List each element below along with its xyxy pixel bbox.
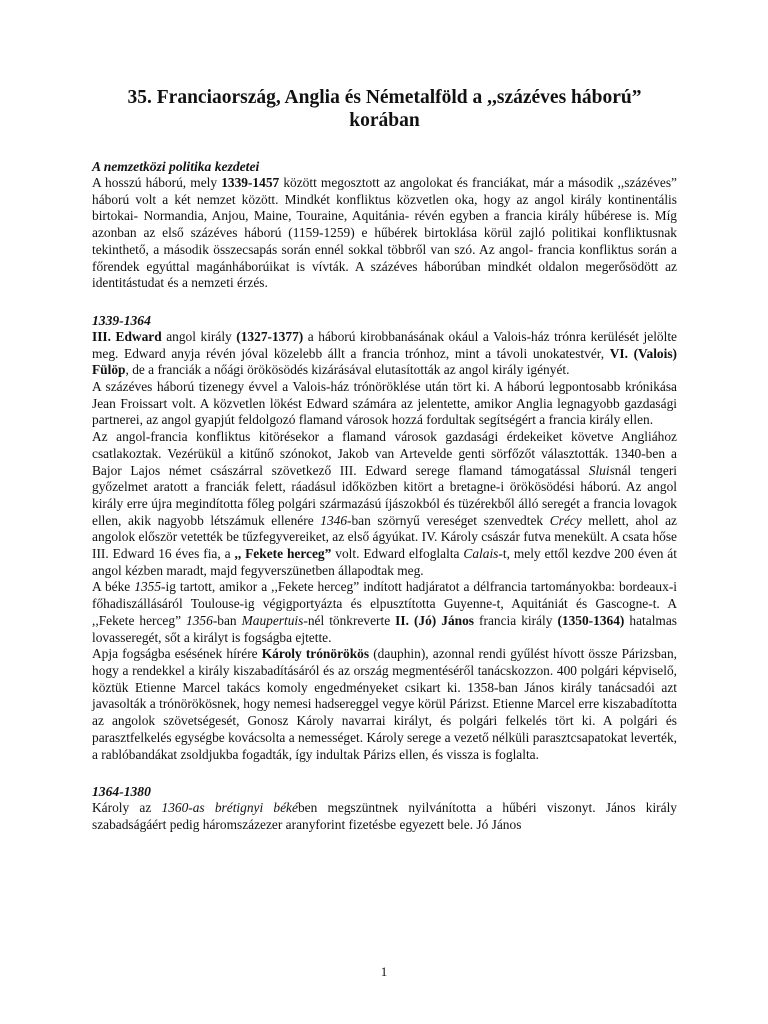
- text-run: A hosszú háború, mely: [92, 175, 222, 190]
- italic-text: 1355: [134, 579, 162, 595]
- bold-text: (1350-1364): [557, 612, 625, 628]
- text-run: ben megszüntnek nyilvánította a hűbéri viszonyt. János király szabadságáért pedig háromszázezer aranyforint fizetésbe egyezett bele. Jó János: [92, 800, 677, 832]
- italic-text: Maupertuis: [241, 612, 304, 628]
- italic-text: Crécy: [549, 512, 582, 528]
- text-run: mellett, ahol az angolok először vetették be tűzfegyvereiket, az első ágyúkat. IV. Károly császár futva menekült. A csata hőse III. Edward 16 éves fia, a: [92, 512, 677, 562]
- section-heading: A nemzetközi politika kezdetei: [92, 159, 260, 174]
- bold-text: (1327-1377): [236, 328, 304, 344]
- text-run: (dauphin), azonnal rendi gyűlést hívott össze Párizsban, hogy a rendekkel a király kiszabadításáról és az ország megmentéséről tanácskozzon. 400 polgári képviselő, köztük Etienne Marcel takács komoly engedményeket csikart ki. 1358-ban János király tanácsadói azt javasolták a trónörökösnek, hogy nemesi hadsereggel vegye körül Párizst. Etienne Marcel erre kiszabadította az angolok szövetségesét, Gonosz Károly navarrai királyt, és polgári felkelés tört ki. A polgári és parasztfelkelés egységbe kovácsolta a nemességet. Károly serege a vezető nélküli parasztcsapatokat leverték, a rablóbandákat zsoldjukba fogadták, így indultak Párizs ellen, és vissza is foglalta.: [92, 646, 677, 762]
- section-3: [92, 783, 677, 833]
- bold-text: II. (Jó) János: [395, 612, 475, 628]
- text-run: -ig tartott, amikor a ,,Fekete herceg” indított hadjáratot a délfrancia tartományokba: bordeaux-i főhadiszállásáról Toulouse-ig végigportyázta és elpusztította Guyenne-t, Aquitániát és Gascogne-t. A ,,Fekete herceg”: [92, 579, 677, 628]
- paragraph: [92, 800, 677, 833]
- italic-text: Sluis: [588, 462, 615, 478]
- text-run: , de a franciák a nőági örökösödés kizárásával elutasították az angol király igényét.: [125, 362, 570, 378]
- text-run: között megosztott az angolokat és franciákat, már a második ,,százéves” háború volt a két nemzet között. Mindkét konfliktus közvetlen oka, hogy az angol király kontinentális birtokai- Normandia, Anjou, Maine, Touraine, Aquitánia- révén egyben a francia király hűbérese is. Míg azonban az első százéves háború (1159-1259) e hűbérek birtoklása körül zajló politikai konfliktusnak tekinthető, a második összecsapás során ennél sokkal többről van szó. Az angol- francia konfliktus során a főrendek egyúttal magánháborúikat is vívták. A százéves háborúban mindkét oldalon megerősödött az identitástudat és a nemzeti érzés.: [92, 175, 677, 291]
- bold-text: Károly trónörökös: [261, 646, 370, 662]
- section-heading: 1339-1364: [92, 312, 151, 328]
- section-heading: 1364-1380: [92, 784, 151, 800]
- paragraph: [92, 175, 677, 292]
- text-run: A béke: [92, 579, 135, 595]
- section-2: [92, 312, 677, 763]
- text-run: a háború kirobbanásának okául a Valois-ház trónra kerülését jelölte meg. Edward anyja révén jóval közelebb állt a francia trónhoz, mint a távoli unokatestvér,: [92, 328, 677, 361]
- text-run: volt. Edward elfoglalta: [331, 546, 464, 562]
- paragraph: [92, 429, 677, 579]
- text-run: A százéves háború tizenegy évvel a Valois-ház trónöröklése után tört ki. A háború legpontosabb krónikása Jean Froissart volt. A közvetlen lökést Edward számára az jelentette, amikor Anglia legnagyobb gazdasági partnerei, az angol gyapjút feldolgozó flamand városok hozzá fordultak segítségért a francia király ellen.: [92, 379, 677, 428]
- italic-text: Calais: [463, 546, 499, 562]
- bold-text: VI. (Valois) Fülöp: [92, 345, 678, 378]
- paragraph: [92, 329, 677, 379]
- text-run: hatalmas lovasseregét, sőt a királyt is fogságba ejtette.: [92, 612, 677, 645]
- italic-text: 1356: [186, 612, 213, 628]
- text-run: Károly az: [92, 800, 162, 816]
- text-run: angol király: [161, 328, 237, 344]
- text-run: -nél tönkreverte: [303, 612, 396, 628]
- page-number: 1: [380, 964, 388, 979]
- text-run: -ban: [212, 612, 242, 628]
- bold-text: III. Edward: [92, 328, 162, 344]
- paragraph: [92, 579, 677, 646]
- section-1: [92, 158, 677, 292]
- text-run: francia király: [474, 612, 558, 628]
- paragraph: [92, 379, 677, 429]
- italic-text: 1360-as brétignyi béké: [161, 800, 298, 816]
- paragraph: [92, 646, 677, 763]
- text-run: Az angol-francia konfliktus kitörésekor a flamand városok gazdasági érdekeiket követve Angliához csatlakoztak. Vezérükül a kitűnő szónokot, Jakob van Artevelde genti sörfőzőt választották. 1340-ben a Bajor Lajos német császárral szövetkező III. Edward serege flamand támogatással: [92, 429, 677, 478]
- bold-text: 1339-1457: [221, 175, 280, 190]
- text-run: nál tengeri győzelmet aratott a franciák felett, ráadásul időközben kitört a bretagne-i örökösödési háború. Az angol király erre újra megindította főleg polgári származású íjászokból és tüzérekből álló seregét a francia lovagok ellen, akik nagyobb létszámuk ellenére: [92, 462, 677, 528]
- page-title: 35. Franciaország, Anglia és Németalföld a ,,százéves háború” korában: [127, 87, 642, 131]
- text-run: -ban szörnyű vereséget szenvedtek: [347, 512, 550, 528]
- bold-text: ,, Fekete herceg”: [234, 546, 332, 562]
- text-run: Apja fogságba esésének hírére: [92, 646, 262, 662]
- italic-text: 1346: [320, 512, 348, 528]
- document-page: [92, 86, 677, 834]
- text-run: -t, mely ettől kezdve 200 éven át angol kézben maradt, majd fegyverszünetben állapodtak meg.: [92, 546, 677, 578]
